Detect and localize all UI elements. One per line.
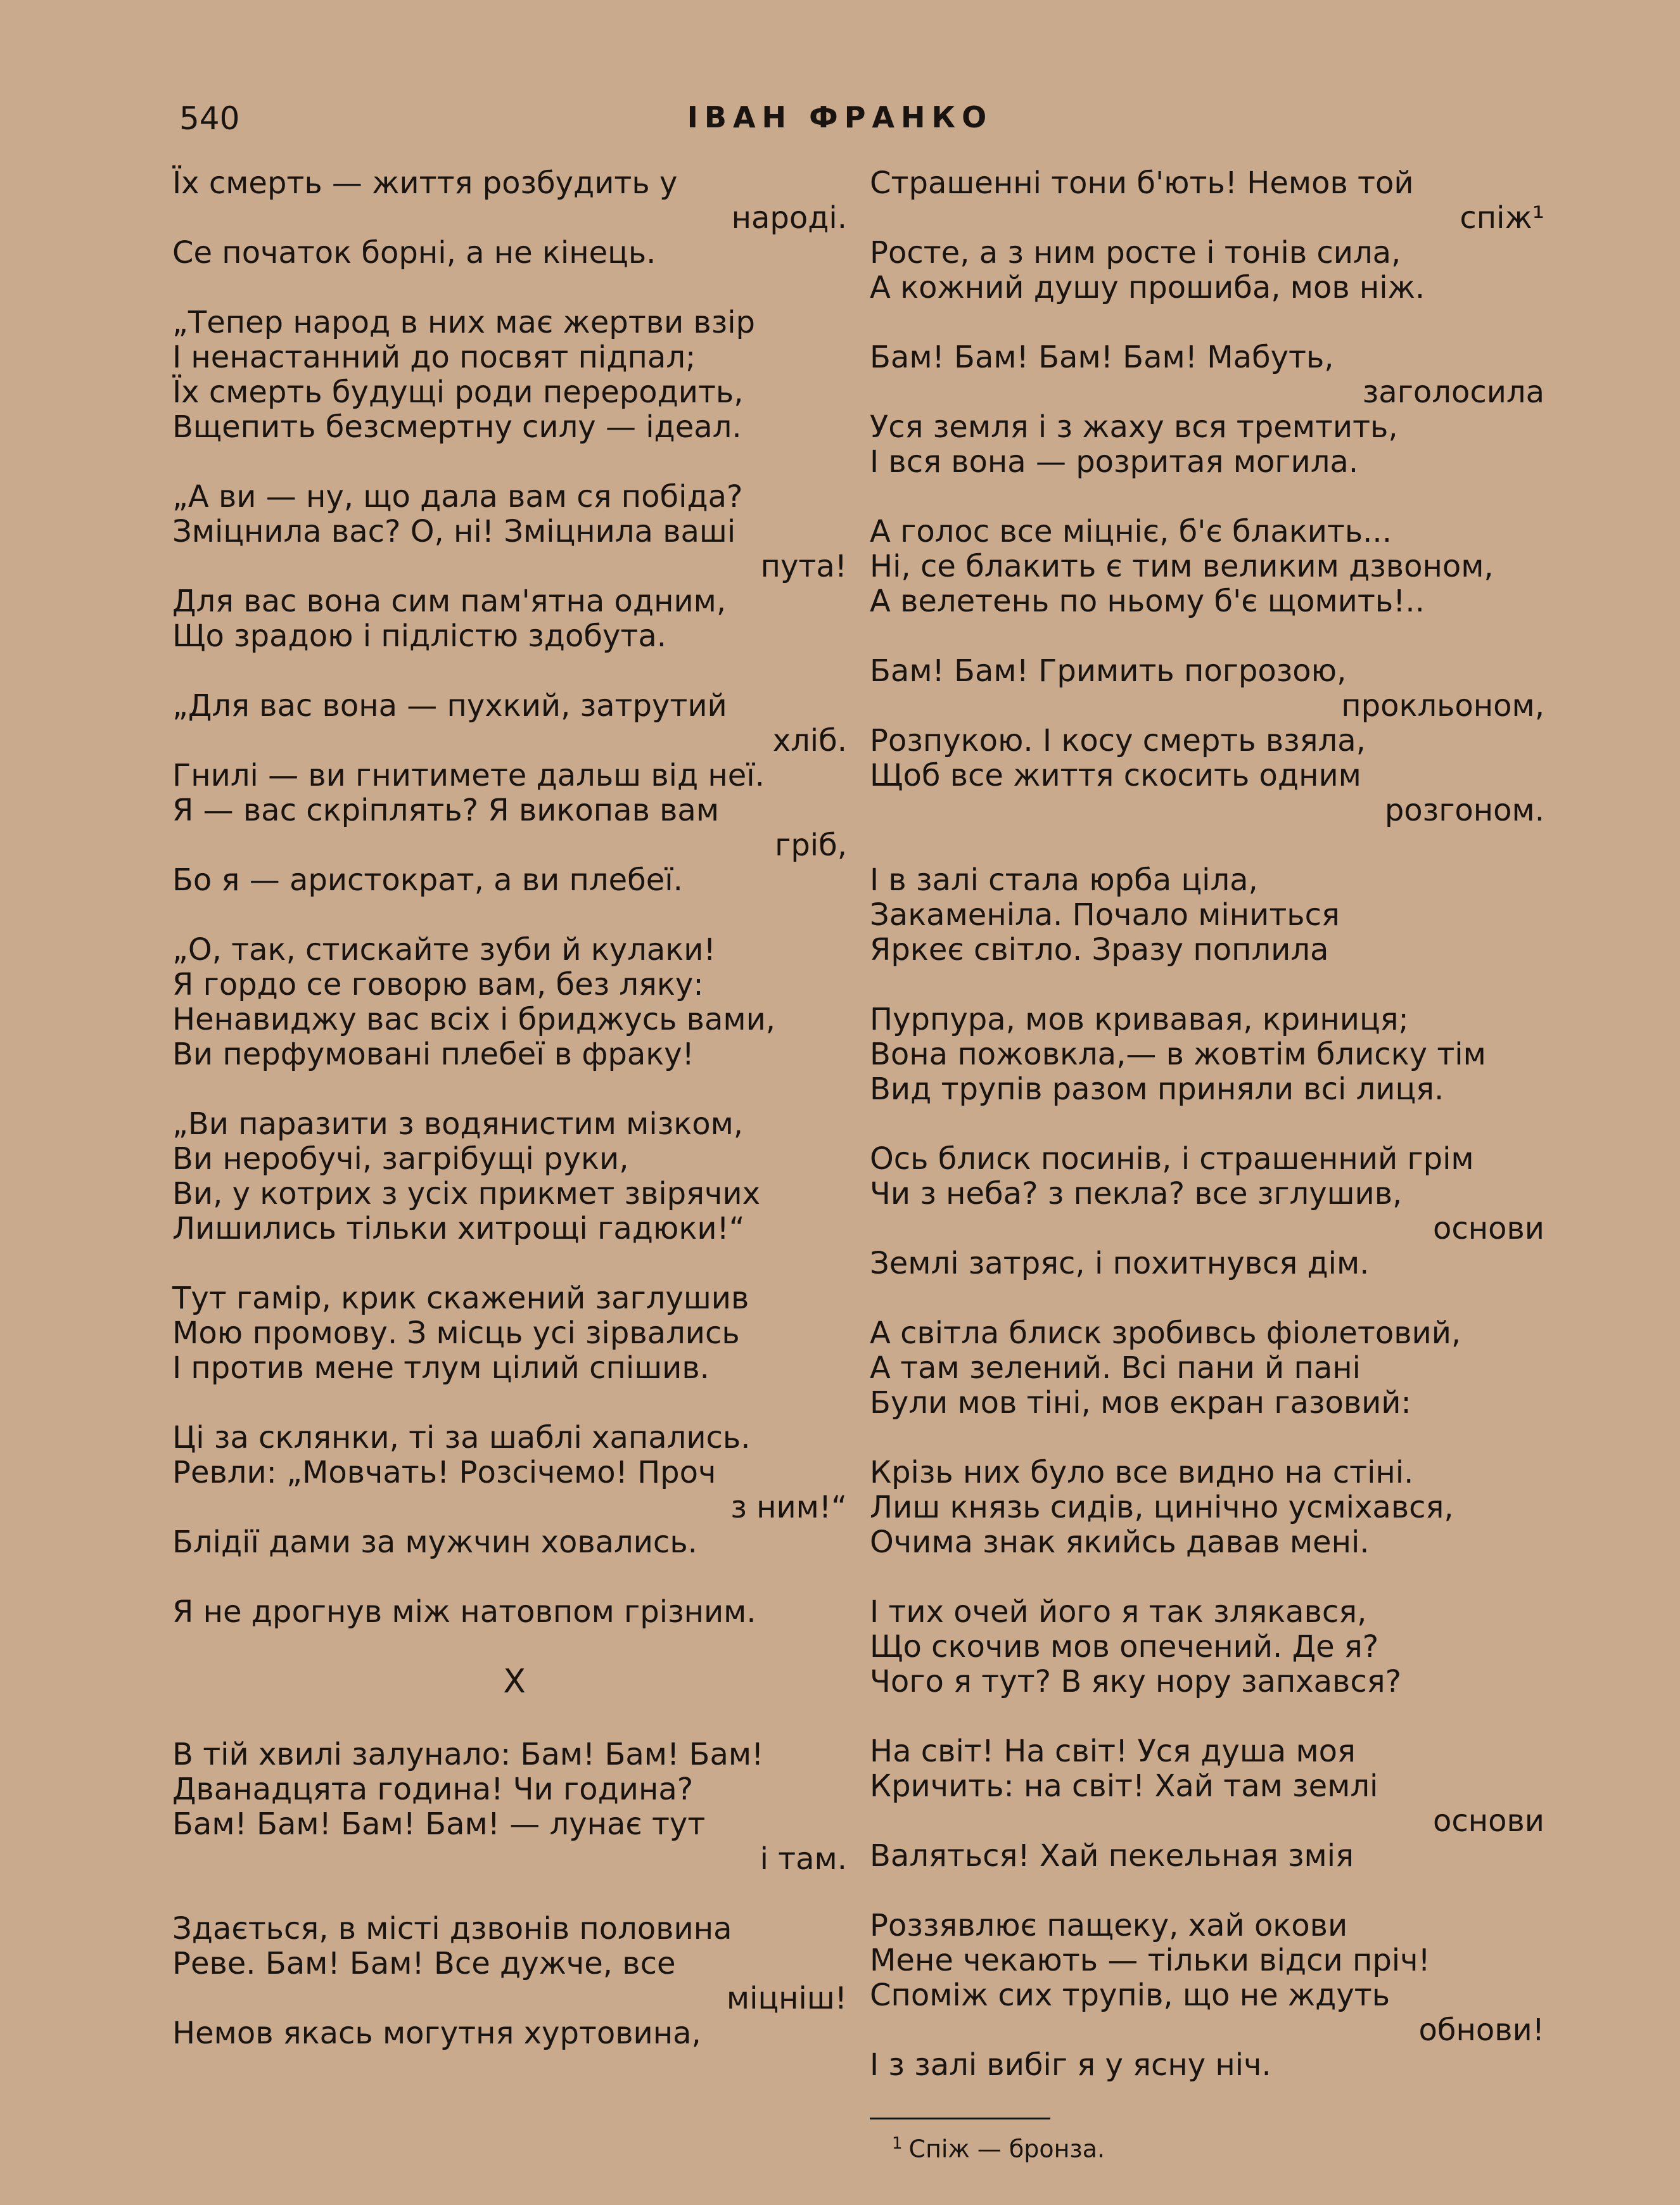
stanza bbox=[172, 689, 856, 898]
verse-line: Для вас вона сим пам'ятна одним, bbox=[172, 584, 727, 619]
verse-line: Ні, се блакить є тим великим дзвоном, bbox=[870, 549, 1494, 584]
verse-line: Тут гамір, крик скажений заглушив bbox=[172, 1281, 749, 1316]
stanza bbox=[172, 1281, 856, 1386]
footnote bbox=[870, 2130, 1554, 2163]
stanza bbox=[870, 514, 1554, 619]
stanza bbox=[172, 1912, 856, 2051]
verse-line: Росте, а з ним росте і тонів сила, bbox=[870, 235, 1401, 271]
verse-line: „Тепер народ в них має жертви взір bbox=[172, 305, 756, 340]
verse-line: Ревли: „Мовчать! Розсічемо! Проч bbox=[172, 1455, 716, 1490]
verse-line: Блідії дами за мужчин ховались. bbox=[172, 1524, 697, 1560]
verse-line: основи bbox=[1433, 1211, 1544, 1246]
stanza bbox=[870, 1002, 1554, 1107]
verse-line: Чого я тут? В яку нору запхався? bbox=[870, 1664, 1402, 1699]
verse-line: Вщепить безсмертну силу — ідеал. bbox=[172, 409, 742, 445]
right-column bbox=[870, 166, 1554, 2163]
running-head: ІВАН ФРАНКО bbox=[687, 100, 993, 134]
verse-line: Вид трупів разом приняли всі лиця. bbox=[870, 1071, 1444, 1107]
verse-line: Страшенні тони б'ють! Немов той bbox=[870, 165, 1414, 201]
verse-line: основи bbox=[1433, 1803, 1544, 1839]
verse-line: Їх смерть — життя розбудить у bbox=[172, 165, 678, 201]
verse-line: хліб. bbox=[772, 723, 847, 758]
verse-line: І ненастанний до посвят підпал; bbox=[172, 340, 696, 375]
stanza bbox=[870, 654, 1554, 828]
stanza bbox=[172, 166, 856, 271]
verse-line: спіж¹ bbox=[1460, 200, 1544, 236]
verse-line: Що зрадою і підлістю здобута. bbox=[172, 618, 666, 654]
verse-line: прокльоном, bbox=[1341, 688, 1544, 724]
verse-line: Що скочив мов опечений. Де я? bbox=[870, 1629, 1379, 1665]
verse-line: Ці за склянки, ті за шаблі хапались. bbox=[172, 1420, 751, 1455]
section-heading: X bbox=[503, 1663, 526, 1701]
stanza bbox=[172, 480, 856, 654]
verse-line: Очима знак якийсь давав мені. bbox=[870, 1524, 1370, 1560]
verse-line: Уся земля і з жаху вся тремтить, bbox=[870, 409, 1398, 445]
verse-line: Лиш князь сидів, цинічно усміхався, bbox=[870, 1490, 1454, 1525]
stanza bbox=[172, 305, 856, 445]
verse-line: Мене чекають — тільки відси пріч! bbox=[870, 1943, 1430, 1978]
footnote-mark: 1 bbox=[892, 2134, 903, 2153]
stanza bbox=[172, 1595, 856, 1630]
verse-line: Лишились тільки хитрощі гадюки!“ bbox=[172, 1211, 745, 1246]
stanza bbox=[172, 1421, 856, 1560]
stanza bbox=[870, 1734, 1554, 1874]
verse-line: „Ви паразити з водянистим мізком, bbox=[172, 1106, 744, 1142]
verse-line: „О, так, стискайте зуби й кулаки! bbox=[172, 932, 716, 968]
verse-line: Пурпура, мов кривавая, криниця; bbox=[870, 1002, 1409, 1037]
verse-line: Немов якась могутня хуртовина, bbox=[172, 2016, 701, 2051]
verse-line: Роззявлює пащеку, хай окови bbox=[870, 1908, 1348, 1943]
verse-line: На світ! На світ! Уся душа моя bbox=[870, 1734, 1356, 1769]
verse-line: Бам! Бам! Бам! Бам! Мабуть, bbox=[870, 340, 1334, 375]
verse-line: Кричить: на світ! Хай там землі bbox=[870, 1768, 1378, 1804]
verse-line: І в залі стала юрба ціла, bbox=[870, 862, 1258, 898]
verse-line: Я гордо се говорю вам, без ляку: bbox=[172, 967, 704, 1002]
stanza bbox=[870, 1142, 1554, 1281]
verse-line: Були мов тіні, мов екран газовий: bbox=[870, 1385, 1411, 1421]
verse-line: А там зелений. Всі пани й пані bbox=[870, 1350, 1361, 1386]
stanza bbox=[870, 863, 1554, 968]
verse-line: А кожний душу прошиба, мов ніж. bbox=[870, 270, 1425, 305]
verse-line: Бам! Бам! Гримить погрозою, bbox=[870, 653, 1347, 689]
verse-line: заголосила bbox=[1362, 374, 1544, 410]
stanza bbox=[172, 933, 856, 1072]
verse-line: І против мене тлум цілий спішив. bbox=[172, 1350, 710, 1386]
verse-line: І вся вона — розритая могила. bbox=[870, 444, 1359, 480]
stanza bbox=[870, 1316, 1554, 1421]
verse-line: Чи з неба? з пекла? все зглушив, bbox=[870, 1176, 1403, 1211]
stanza bbox=[172, 1107, 856, 1246]
stanza bbox=[870, 1595, 1554, 1699]
verse-line: Закаменіла. Почало міниться bbox=[870, 897, 1340, 933]
verse-line: А світла блиск зробивсь фіолетовий, bbox=[870, 1315, 1461, 1351]
verse-line: Крізь них було все видно на стіні. bbox=[870, 1455, 1414, 1490]
verse-line: „Для вас вона — пухкий, затрутий bbox=[172, 688, 727, 724]
verse-line: Бам! Бам! Бам! Бам! — лунає тут bbox=[172, 1806, 706, 1842]
page-number: 540 bbox=[179, 100, 240, 137]
footnote-text: Спіж — бронза. bbox=[908, 2135, 1105, 2163]
left-column bbox=[172, 166, 856, 2086]
verse-line: Бо я — аристократ, а ви плебеї. bbox=[172, 862, 683, 898]
verse-line: народі. bbox=[731, 200, 847, 236]
verse-line: міцніш! bbox=[726, 1981, 847, 2016]
verse-line: обнови! bbox=[1418, 2012, 1544, 2048]
verse-line: гріб, bbox=[775, 828, 847, 863]
stanza bbox=[870, 340, 1554, 480]
verse-line: Зміцнила вас? О, ні! Зміцнила ваші bbox=[172, 514, 736, 549]
verse-line: Вона пожовкла,— в жовтім блиску тім bbox=[870, 1037, 1486, 1072]
verse-line: розгоном. bbox=[1384, 793, 1544, 828]
verse-line: Мою промову. З місць усі зірвались bbox=[172, 1315, 740, 1351]
verse-line: Здається, в місті дзвонів половина bbox=[172, 1911, 732, 1946]
verse-line: Ось блиск посинів, і страшенний грім bbox=[870, 1141, 1474, 1177]
verse-line: „А ви — ну, що дала вам ся побіда? bbox=[172, 479, 743, 514]
verse-line: Споміж сих трупів, що не ждуть bbox=[870, 1978, 1390, 2013]
verse-line: Гнилі — ви гнитимете дальш від неї. bbox=[172, 758, 765, 793]
verse-line: і там. bbox=[760, 1841, 847, 1877]
verse-line: Я — вас скріплять? Я викопав вам bbox=[172, 793, 720, 828]
verse-line: Ви перфумовані плебеї в фраку! bbox=[172, 1037, 694, 1072]
verse-line: пута! bbox=[760, 549, 847, 584]
verse-line: Яркеє світло. Зразу поплила bbox=[870, 932, 1329, 968]
verse-line: Дванадцята година! Чи година? bbox=[172, 1772, 694, 1807]
verse-line: А велетень по ньому б'є щомить!.. bbox=[870, 584, 1425, 619]
verse-line: Їх смерть будущі роди переродить, bbox=[172, 374, 744, 410]
verse-line: Ненавиджу вас всіх і бриджусь вами, bbox=[172, 1002, 776, 1037]
verse-line: Реве. Бам! Бам! Все дужче, все bbox=[172, 1946, 676, 1981]
verse-line: Щоб все життя скосить одним bbox=[870, 758, 1361, 793]
stanza bbox=[870, 1455, 1554, 1560]
stanza bbox=[870, 166, 1554, 305]
verse-line: з ним!“ bbox=[730, 1490, 847, 1525]
verse-line: Землі затряс, і похитнувся дім. bbox=[870, 1246, 1370, 1281]
verse-line: Валяться! Хай пекельная змія bbox=[870, 1838, 1354, 1874]
verse-line: Я не дрогнув між натовпом грізним. bbox=[172, 1594, 756, 1630]
verse-line: Се початок борні, а не кінець. bbox=[172, 235, 656, 271]
verse-line: Ви, у котрих з усіх прикмет звірячих bbox=[172, 1176, 760, 1211]
stanza bbox=[172, 1737, 856, 1877]
verse-line: Ви неробучі, загрібущі руки, bbox=[172, 1141, 629, 1177]
stanza bbox=[870, 1908, 1554, 2083]
verse-line: А голос все міцніє, б'є блакить... bbox=[870, 514, 1392, 549]
verse-line: Розпукою. І косу смерть взяла, bbox=[870, 723, 1366, 758]
verse-line: І з залі вибіг я у ясну ніч. bbox=[870, 2047, 1271, 2083]
verse-line: В тій хвилі залунало: Бам! Бам! Бам! bbox=[172, 1737, 764, 1772]
verse-line: І тих очей його я так злякався, bbox=[870, 1594, 1367, 1630]
footnote-rule bbox=[870, 2118, 1050, 2119]
